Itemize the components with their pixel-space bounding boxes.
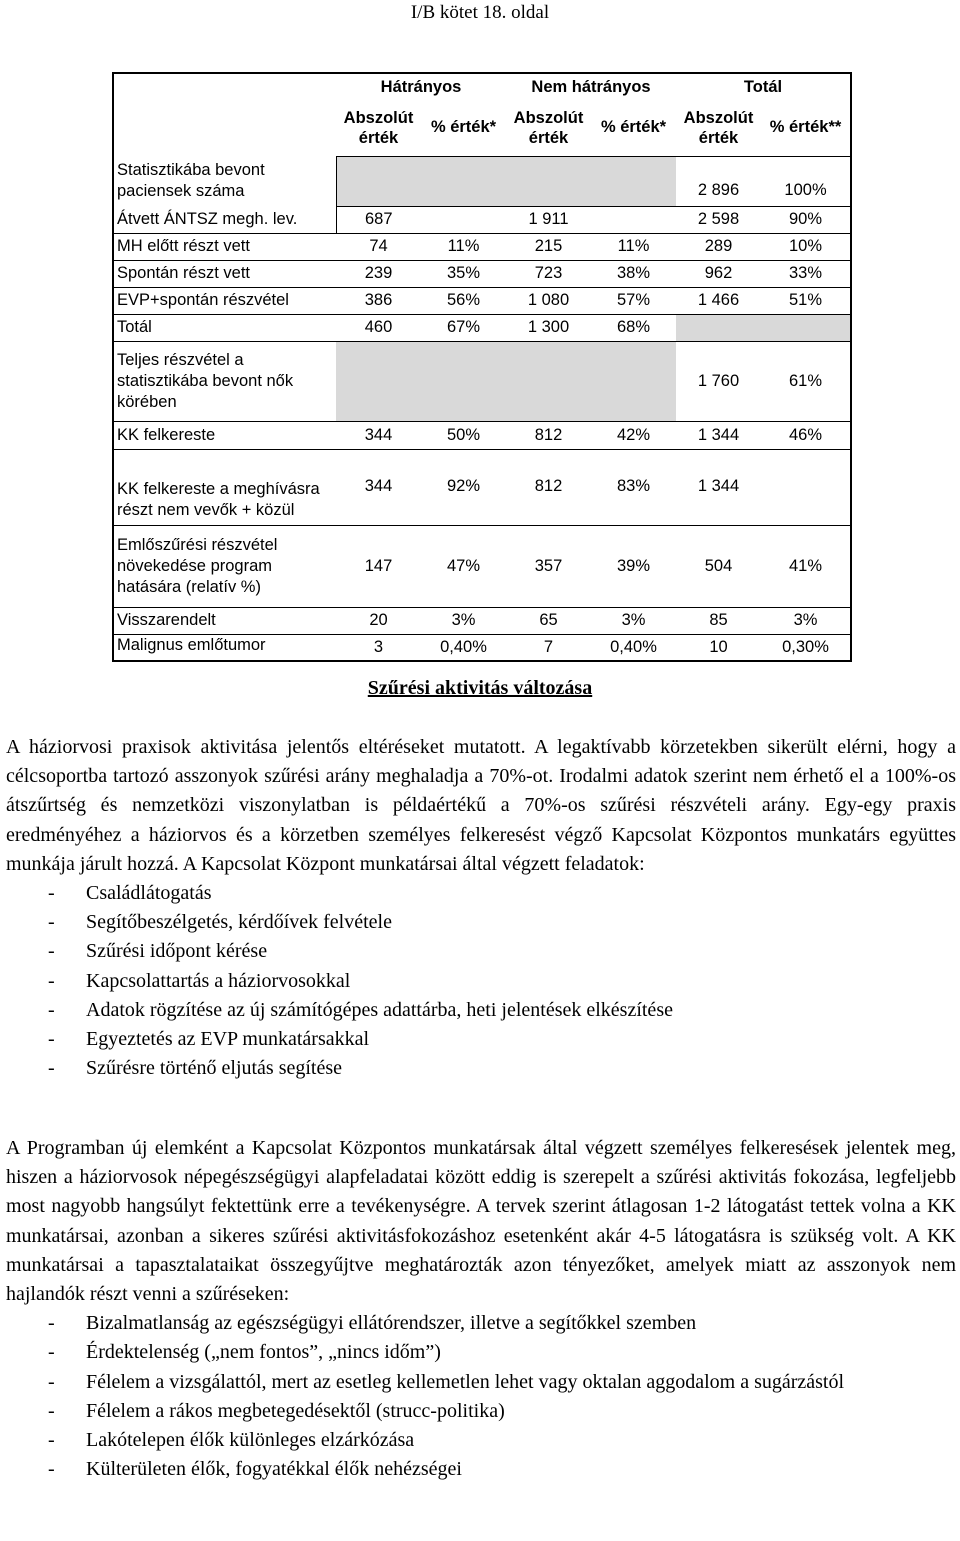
group-header-nem-hatranyos: Nem hátrányos xyxy=(506,73,676,100)
table-cell: 344 xyxy=(364,477,393,495)
table-cell: 344 xyxy=(336,421,421,449)
paragraph-program: A Programban új elemként a Kapcsolat Központos munkatársak által végzett személyes felkeresések jelentek meg, hiszen a háziorvosok népegészségügyi alapfeladatai között eddig is szerepelt a szűrési aktivitás fokozása, legfeljebb most nagyobb hangsúlyt fektettünk erre a tevékenységre. A tervek szerint átlagosan 1-2 látogatást tettek volna a KK munkatársai, azonban a sikeres szűrési aktivitásfokozáshoz esetenként akár 4-5 látogatásra is szükség volt. A KK munkatársai a tapasztalataikat összegyűjtve meghatározták azon tényezőket, amelyek miatt az asszonyok nem hajlandók részt venni a szűréseken: xyxy=(6,1137,956,1306)
table-cell: 0,30% xyxy=(761,634,851,661)
list-dash: - xyxy=(48,1057,55,1080)
table-cell: 35% xyxy=(421,260,506,287)
subheader-pct-2: % érték* xyxy=(600,118,667,137)
row-label-kk-meghivasra: KK felkereste a meghívásra részt nem vevők + közül xyxy=(113,473,336,525)
table-cell: 46% xyxy=(761,421,851,449)
table-cell xyxy=(336,341,421,421)
list-item xyxy=(6,996,956,1025)
list-dash: - xyxy=(48,1341,55,1364)
table-cell: 57% xyxy=(591,287,676,314)
table-cell xyxy=(761,473,851,525)
table-spacer xyxy=(506,449,591,473)
table-cell: 38% xyxy=(591,260,676,287)
list-item xyxy=(6,967,956,996)
table-cell: 3% xyxy=(421,607,506,634)
table-cell: 2 598 xyxy=(676,206,761,233)
table-cell: 147 xyxy=(336,525,421,607)
statistics-table xyxy=(112,72,852,662)
list-item-text: Félelem a rákos megbetegedésektől (strucc-politika) xyxy=(86,1399,505,1422)
list-item-text: Egyeztetés az EVP munkatársakkal xyxy=(86,1028,370,1051)
table-cell: 74 xyxy=(336,233,421,260)
list-item-text: Félelem a vizsgálattól, mert az esetleg kellemetlen lehet vagy oktalan aggodalom a sugárzástól xyxy=(86,1370,845,1393)
subheader-abs-2: Abszolút érték xyxy=(513,108,584,147)
list-item-text: Külterületen élők, fogyatékkal élők nehézségei xyxy=(86,1458,462,1481)
table-cell: 460 xyxy=(336,314,421,341)
list-item-text: Adatok rögzítése az új számítógépes adattárba, heti jelentések elkészítése xyxy=(86,998,673,1021)
list-item xyxy=(6,879,956,908)
row-label-statisztikaba-bevont: Statisztikába bevont paciensek száma xyxy=(113,156,336,206)
table-cell: 215 xyxy=(506,233,591,260)
row-label-spontan: Spontán részt vett xyxy=(113,260,336,287)
table-cell xyxy=(506,341,591,421)
subheader-abs-3: Abszolút érték xyxy=(683,108,754,147)
task-list xyxy=(6,879,956,1083)
list-dash: - xyxy=(48,882,55,905)
table-cell: 2 896 xyxy=(676,156,761,206)
table-cell: 65 xyxy=(506,607,591,634)
list-item xyxy=(6,1338,956,1367)
table-cell xyxy=(591,341,676,421)
list-item-text: Szűrési időpont kérése xyxy=(86,940,268,963)
table-cell: 11% xyxy=(421,233,506,260)
list-dash: - xyxy=(48,911,55,934)
table-cell: 100% xyxy=(761,156,851,206)
statistics-table-wrapper xyxy=(112,72,850,662)
list-item xyxy=(6,1397,956,1426)
list-item xyxy=(6,908,956,937)
table-corner xyxy=(113,73,336,100)
table-cell xyxy=(676,314,761,341)
list-dash: - xyxy=(48,1399,55,1422)
subheader-pct-1: % érték* xyxy=(430,118,497,137)
table-cell: 812 xyxy=(506,421,591,449)
table-cell: 42% xyxy=(591,421,676,449)
list-dash: - xyxy=(48,1429,55,1452)
table-cell: 723 xyxy=(506,260,591,287)
table-spacer xyxy=(676,449,761,473)
row-label-malignus: Malignus emlőtumor xyxy=(113,634,336,661)
list-item-text: Családlátogatás xyxy=(86,882,212,905)
table-cell xyxy=(506,156,591,206)
table-cell: 1 760 xyxy=(676,341,761,421)
list-dash: - xyxy=(48,940,55,963)
table-cell: 239 xyxy=(336,260,421,287)
table-cell xyxy=(421,341,506,421)
table-cell: 67% xyxy=(421,314,506,341)
list-dash: - xyxy=(48,969,55,992)
table-cell xyxy=(761,314,851,341)
table-cell: 7 xyxy=(506,634,591,661)
list-item xyxy=(6,1054,956,1083)
subheader-pct-3: % érték** xyxy=(761,100,851,156)
table-spacer xyxy=(591,449,676,473)
factor-list xyxy=(6,1309,956,1484)
list-item-text: Érdektelenség („nem fontos”, „nincs időm”) xyxy=(86,1341,441,1364)
list-dash: - xyxy=(48,1028,55,1051)
table-cell: 20 xyxy=(336,607,421,634)
table-caption: Szűrési aktivitás változása xyxy=(367,677,593,699)
table-cell: 504 xyxy=(676,525,761,607)
table-cell: 1 911 xyxy=(506,206,591,233)
paragraph-kapcsolat-kozpont: A háziorvosi praxisok aktivitása jelentős eltéréseket mutatott. A legaktívabb körzetekben sikerült elérni, hogy a célcsoportba tartozó asszonyok szűrési arány meghaladja a 70%-ot. Irodalmi adatok szerint nem érhető el a 100%-os átszűrtség és nemzetközi viszonylatban is példaértékű a 70%-os szűrési részvételi arány. Egy-egy praxis eredményéhez a háziorvos és a körzetben személyes felkeresést végző Kapcsolat Központos munkatárs együttes munkája járult hozzá. A Kapcsolat Központ munkatársai által végzett feladatok: xyxy=(6,736,956,875)
list-item-text: Bizalmatlanság az egészségügyi ellátórendszer, illetve a segítőkkel szemben xyxy=(86,1312,697,1335)
row-label-mh-elott: MH előtt részt vett xyxy=(113,233,336,260)
table-cell: 3% xyxy=(591,607,676,634)
row-label-teljes-reszvetel: Teljes részvétel a statisztikába bevont nők körében xyxy=(113,341,336,421)
table-cell: 51% xyxy=(761,287,851,314)
list-dash: - xyxy=(48,1370,55,1393)
body-section-1 xyxy=(6,733,956,1083)
list-item-text: Segítőbeszélgetés, kérdőívek felvétele xyxy=(86,911,392,934)
table-cell: 1 300 xyxy=(506,314,591,341)
table-cell xyxy=(421,206,506,233)
row-label-atvett-antsz: Átvett ÁNTSZ megh. lev. xyxy=(113,206,336,233)
table-cell: 0,40% xyxy=(591,634,676,661)
table-cell: 1 466 xyxy=(676,287,761,314)
table-spacer xyxy=(113,449,336,473)
table-cell: 3% xyxy=(761,607,851,634)
list-item xyxy=(6,1455,956,1484)
table-cell: 289 xyxy=(676,233,761,260)
list-item-text: Lakótelepen élők különleges elzárkózása xyxy=(86,1429,415,1452)
table-cell: 1 344 xyxy=(676,421,761,449)
subheader-abs-1: Abszolút érték xyxy=(343,108,414,147)
group-header-total: Totál xyxy=(676,73,851,100)
table-cell xyxy=(591,156,676,206)
table-cell: 1 080 xyxy=(506,287,591,314)
table-cell: 33% xyxy=(761,260,851,287)
page-header: I/B kötet 18. oldal xyxy=(410,2,550,23)
table-cell: 56% xyxy=(421,287,506,314)
table-cell: 61% xyxy=(761,341,851,421)
list-dash: - xyxy=(48,1312,55,1335)
table-cell: 386 xyxy=(336,287,421,314)
table-cell: 0,40% xyxy=(421,634,506,661)
table-cell: 85 xyxy=(676,607,761,634)
table-cell xyxy=(591,206,676,233)
table-cell: 47% xyxy=(421,525,506,607)
table-spacer xyxy=(336,449,421,473)
table-cell: 687 xyxy=(336,206,421,233)
group-header-hatranyos: Hátrányos xyxy=(336,73,506,100)
table-cell: 10 xyxy=(676,634,761,661)
table-spacer xyxy=(421,449,506,473)
row-label-evp-spontan: EVP+spontán részvétel xyxy=(113,287,336,314)
list-item-text: Kapcsolattartás a háziorvosokkal xyxy=(86,969,351,992)
row-label-emloszuresi-novekedes: Emlőszűrési részvétel növekedése program hatására (relatív %) xyxy=(113,525,336,607)
list-item xyxy=(6,937,956,966)
table-cell: 50% xyxy=(421,421,506,449)
list-dash: - xyxy=(48,998,55,1021)
table-corner-lower xyxy=(113,100,336,156)
list-item xyxy=(6,1426,956,1455)
table-cell: 39% xyxy=(591,525,676,607)
table-cell xyxy=(336,156,421,206)
table-cell: 357 xyxy=(506,525,591,607)
table-cell: 11% xyxy=(591,233,676,260)
table-cell: 41% xyxy=(761,525,851,607)
table-cell: 10% xyxy=(761,233,851,260)
table-cell: 68% xyxy=(591,314,676,341)
table-cell: 83% xyxy=(617,477,651,495)
row-label-total: Totál xyxy=(113,314,336,341)
row-label-kk-felkereste: KK felkereste xyxy=(113,421,336,449)
table-cell: 3 xyxy=(336,634,421,661)
row-label-visszarendelt: Visszarendelt xyxy=(113,607,336,634)
table-cell: 90% xyxy=(761,206,851,233)
table-cell: 962 xyxy=(676,260,761,287)
body-section-2 xyxy=(6,1134,956,1484)
table-cell: 1 344 xyxy=(697,477,740,495)
list-item xyxy=(6,1309,956,1338)
table-spacer xyxy=(761,449,851,473)
list-item-text: Szűrésre történő eljutás segítése xyxy=(86,1057,343,1080)
table-cell: 92% xyxy=(446,477,481,495)
list-item xyxy=(6,1025,956,1054)
table-cell: 812 xyxy=(534,477,563,495)
list-item xyxy=(6,1368,956,1397)
table-cell xyxy=(421,156,506,206)
list-dash: - xyxy=(48,1458,55,1481)
